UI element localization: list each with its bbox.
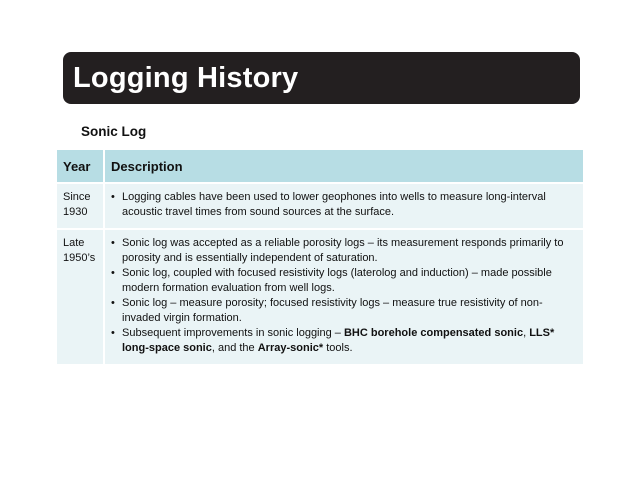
text-run: , and the [211,342,258,354]
list-item: • Sonic log – measure porosity; focused resistivity logs – measure true resistivity of non-invaded virgin formation. [111,296,577,326]
text-run: , [523,327,530,339]
history-table [57,150,583,364]
page-title: Logging History [73,61,299,94]
column-header-year: Year [57,150,104,183]
year-line: Since [63,191,91,203]
table-header-row [57,150,583,183]
description-list [111,236,577,356]
description-cell [104,183,583,229]
description-list [111,190,577,220]
bold-term: BHC borehole compensated sonic [343,327,524,339]
year-line: Late [63,237,85,249]
year-cell [57,183,104,229]
text-run: Subsequent improvements in sonic logging – [122,327,344,339]
year-line: 1930 [63,206,88,218]
bold-term: Array-sonic* [257,342,324,354]
description-cell [104,229,583,364]
section-subtitle: Sonic Log [81,124,147,139]
year-cell [57,229,104,364]
list-item: • Sonic log, coupled with focused resistivity logs (laterolog and induction) – made possible modern formation evaluation from well logs. [111,266,577,296]
table-row [57,183,583,229]
list-item: • Logging cables have been used to lower geophones into wells to measure long-interval acoustic travel times from sound sources at the surface. [111,190,577,220]
bold-term: LLS* long-space sonic [122,327,555,354]
year-line: 1950’s [63,252,96,264]
text-run: tools. [323,342,353,354]
title-bar [63,52,580,104]
column-header-description: Description [104,150,583,183]
list-item [111,326,577,356]
table-row [57,229,583,364]
list-item: • Sonic log was accepted as a reliable porosity logs – its measurement responds primarily to porosity and is essentially independent of saturation. [111,236,577,266]
